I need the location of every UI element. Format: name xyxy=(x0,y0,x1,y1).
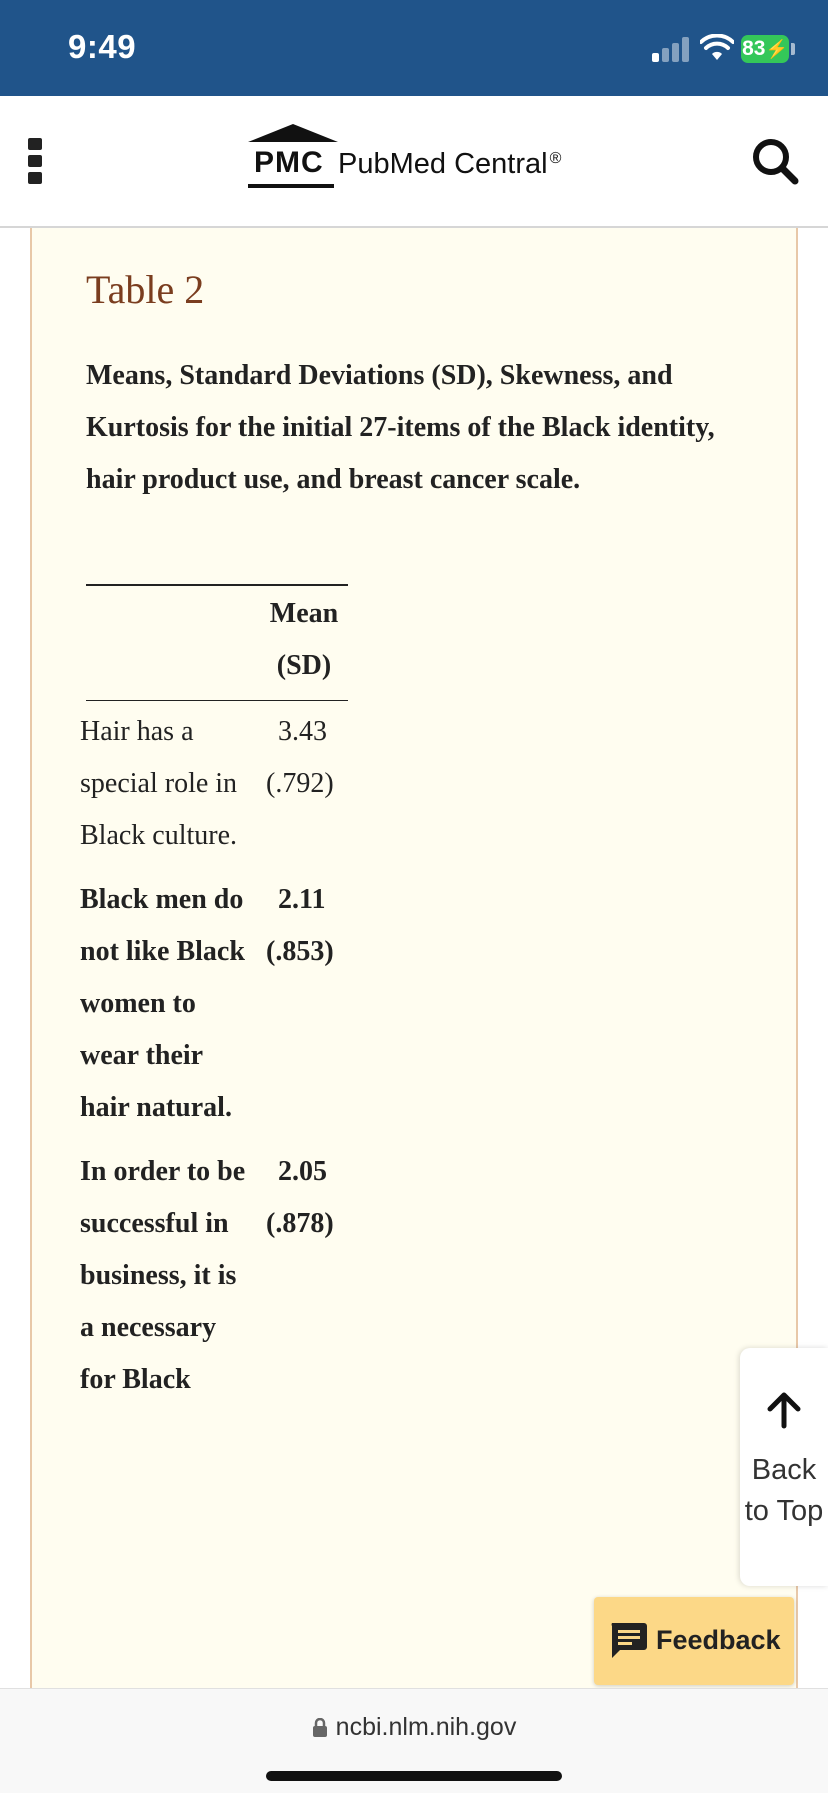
status-bar xyxy=(0,0,828,96)
url-text: ncbi.nlm.nih.gov xyxy=(335,1713,517,1741)
row-sd: (.878) xyxy=(266,1208,334,1239)
row-label: Hair has a special role in Black culture. xyxy=(80,716,238,851)
charging-bolt-icon: ⚡ xyxy=(765,39,788,59)
back-to-top-button[interactable] xyxy=(740,1348,828,1586)
table-row xyxy=(80,874,356,1134)
cellular-signal-icon xyxy=(652,36,692,62)
wifi-icon xyxy=(700,34,734,62)
table-header-rule xyxy=(86,700,348,701)
row-mean: 2.11 xyxy=(278,884,326,915)
menu-dot xyxy=(28,172,42,184)
roof-icon xyxy=(248,124,338,146)
lock-icon xyxy=(312,1718,328,1738)
menu-dot xyxy=(28,155,42,167)
battery-indicator xyxy=(741,35,789,63)
table-caption: Means, Standard Deviations (SD), Skewness, and Kurtosis for the initial 27-items of the Black identity, hair product use, and breast cancer scale. xyxy=(86,360,715,495)
table-label: Table 2 xyxy=(86,267,205,312)
vertical-dots-icon xyxy=(28,138,42,150)
feedback-chat-icon xyxy=(608,1621,648,1659)
feedback-label: Feedback xyxy=(656,1625,781,1655)
url-display[interactable] xyxy=(0,1713,828,1742)
logo-abbr: PMC xyxy=(254,146,324,179)
row-value xyxy=(258,1146,354,1250)
battery-cap xyxy=(791,43,795,55)
pmc-logo[interactable] xyxy=(248,124,588,194)
back-to-top-label: Back to Top xyxy=(744,1454,824,1527)
row-label: In order to be successful in business, it is a necessary for Black xyxy=(80,1156,246,1395)
row-label: Black men do not like Black women to wear their hair natural. xyxy=(80,884,245,1123)
registered-mark: ® xyxy=(549,150,562,167)
search-icon[interactable] xyxy=(750,136,800,186)
logo-underline xyxy=(248,184,334,188)
row-mean: 3.43 xyxy=(278,716,327,747)
table-top-rule xyxy=(86,584,348,586)
app-header xyxy=(0,96,828,228)
status-time: 9:49 xyxy=(68,28,137,65)
battery-level: 83 xyxy=(742,37,766,60)
home-indicator xyxy=(266,1771,562,1781)
browser-address-bar[interactable] xyxy=(0,1688,828,1793)
column-header-mean-sd: Mean (SD) xyxy=(269,598,339,681)
row-sd: (.853) xyxy=(266,936,334,967)
logo-name-text: PubMed Central xyxy=(338,148,548,180)
row-sd: (.792) xyxy=(266,768,334,799)
row-mean: 2.05 xyxy=(278,1156,327,1187)
row-value xyxy=(258,706,354,810)
table-body xyxy=(80,706,356,1418)
logo-name xyxy=(338,148,561,181)
table-row xyxy=(80,1146,356,1406)
feedback-button[interactable] xyxy=(594,1597,794,1685)
table-row xyxy=(80,706,356,862)
table-card xyxy=(30,228,798,1688)
arrow-up-icon xyxy=(764,1390,804,1430)
row-value xyxy=(258,874,354,978)
menu-button[interactable] xyxy=(26,138,46,184)
